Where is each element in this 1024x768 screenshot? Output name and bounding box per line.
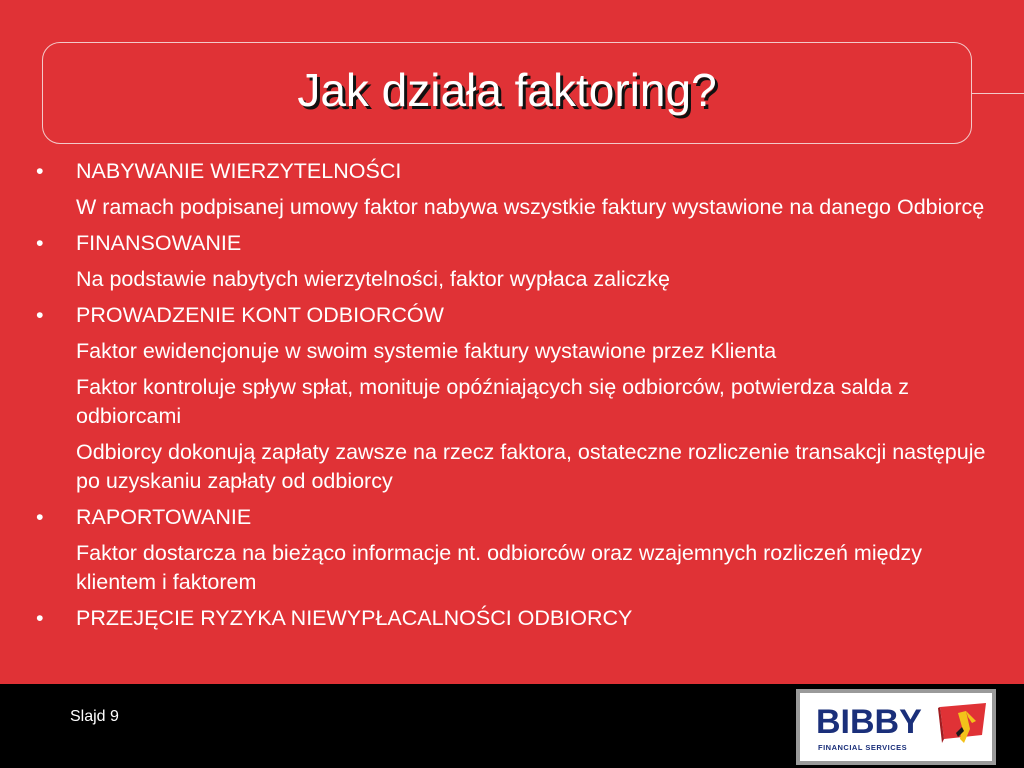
bullet-dot-icon: • (36, 303, 44, 327)
bullet-item (28, 301, 988, 330)
flag-icon (936, 699, 990, 757)
sub-item-text: Na podstawie nabytych wierzytelności, faktor wypłaca zaliczkę (76, 267, 670, 291)
slide-number: Slajd 9 (70, 708, 119, 725)
bibby-logo (796, 689, 996, 765)
sub-item-text: W ramach podpisanej umowy faktor nabywa wszystkie faktury wystawione na danego Odbiorcę (76, 195, 985, 219)
bullet-dot-icon: • (36, 231, 44, 255)
sub-item-text: Faktor ewidencjonuje w swoim systemie faktury wystawione przez Klienta (76, 339, 777, 363)
bullet-text: RAPORTOWANIE (76, 505, 252, 529)
bullet-text: PRZEJĘCIE RYZYKA NIEWYPŁACALNOŚCI ODBIORCY (76, 606, 633, 630)
bullet-text: NABYWANIE WIERZYTELNOŚCI (76, 159, 402, 183)
bullet-item (28, 229, 988, 258)
sub-item-text: Odbiorcy dokonują zapłaty zawsze na rzecz faktora, ostateczne rozliczenie transakcji następuje po uzyskaniu zapłaty od odbiorcy (76, 440, 986, 493)
logo-name: BIBBY (816, 703, 922, 741)
logo-subtitle: FINANCIAL SERVICES (818, 743, 908, 752)
bullet-dot-icon: • (36, 606, 44, 630)
footer-bar (0, 684, 1024, 768)
sub-item-text: Faktor kontroluje spływ spłat, monituje opóźniających się odbiorców, potwierdza salda z odbiorcami (76, 375, 909, 428)
bullet-text: FINANSOWANIE (76, 231, 242, 255)
bullet-dot-icon: • (36, 505, 44, 529)
bullet-text: PROWADZENIE KONT ODBIORCÓW (76, 303, 444, 327)
bullet-item (28, 604, 988, 633)
slide-title: Jak działa faktoring? (297, 64, 717, 116)
sub-item-text: Faktor dostarcza na bieżąco informacje nt. odbiorców oraz wzajemnych rozliczeń między klientem i faktorem (76, 541, 923, 594)
title-divider-line (972, 93, 1024, 94)
slide-content (28, 157, 988, 640)
bullet-item (28, 503, 988, 532)
bullet-item (28, 157, 988, 186)
bullet-dot-icon: • (36, 159, 44, 183)
